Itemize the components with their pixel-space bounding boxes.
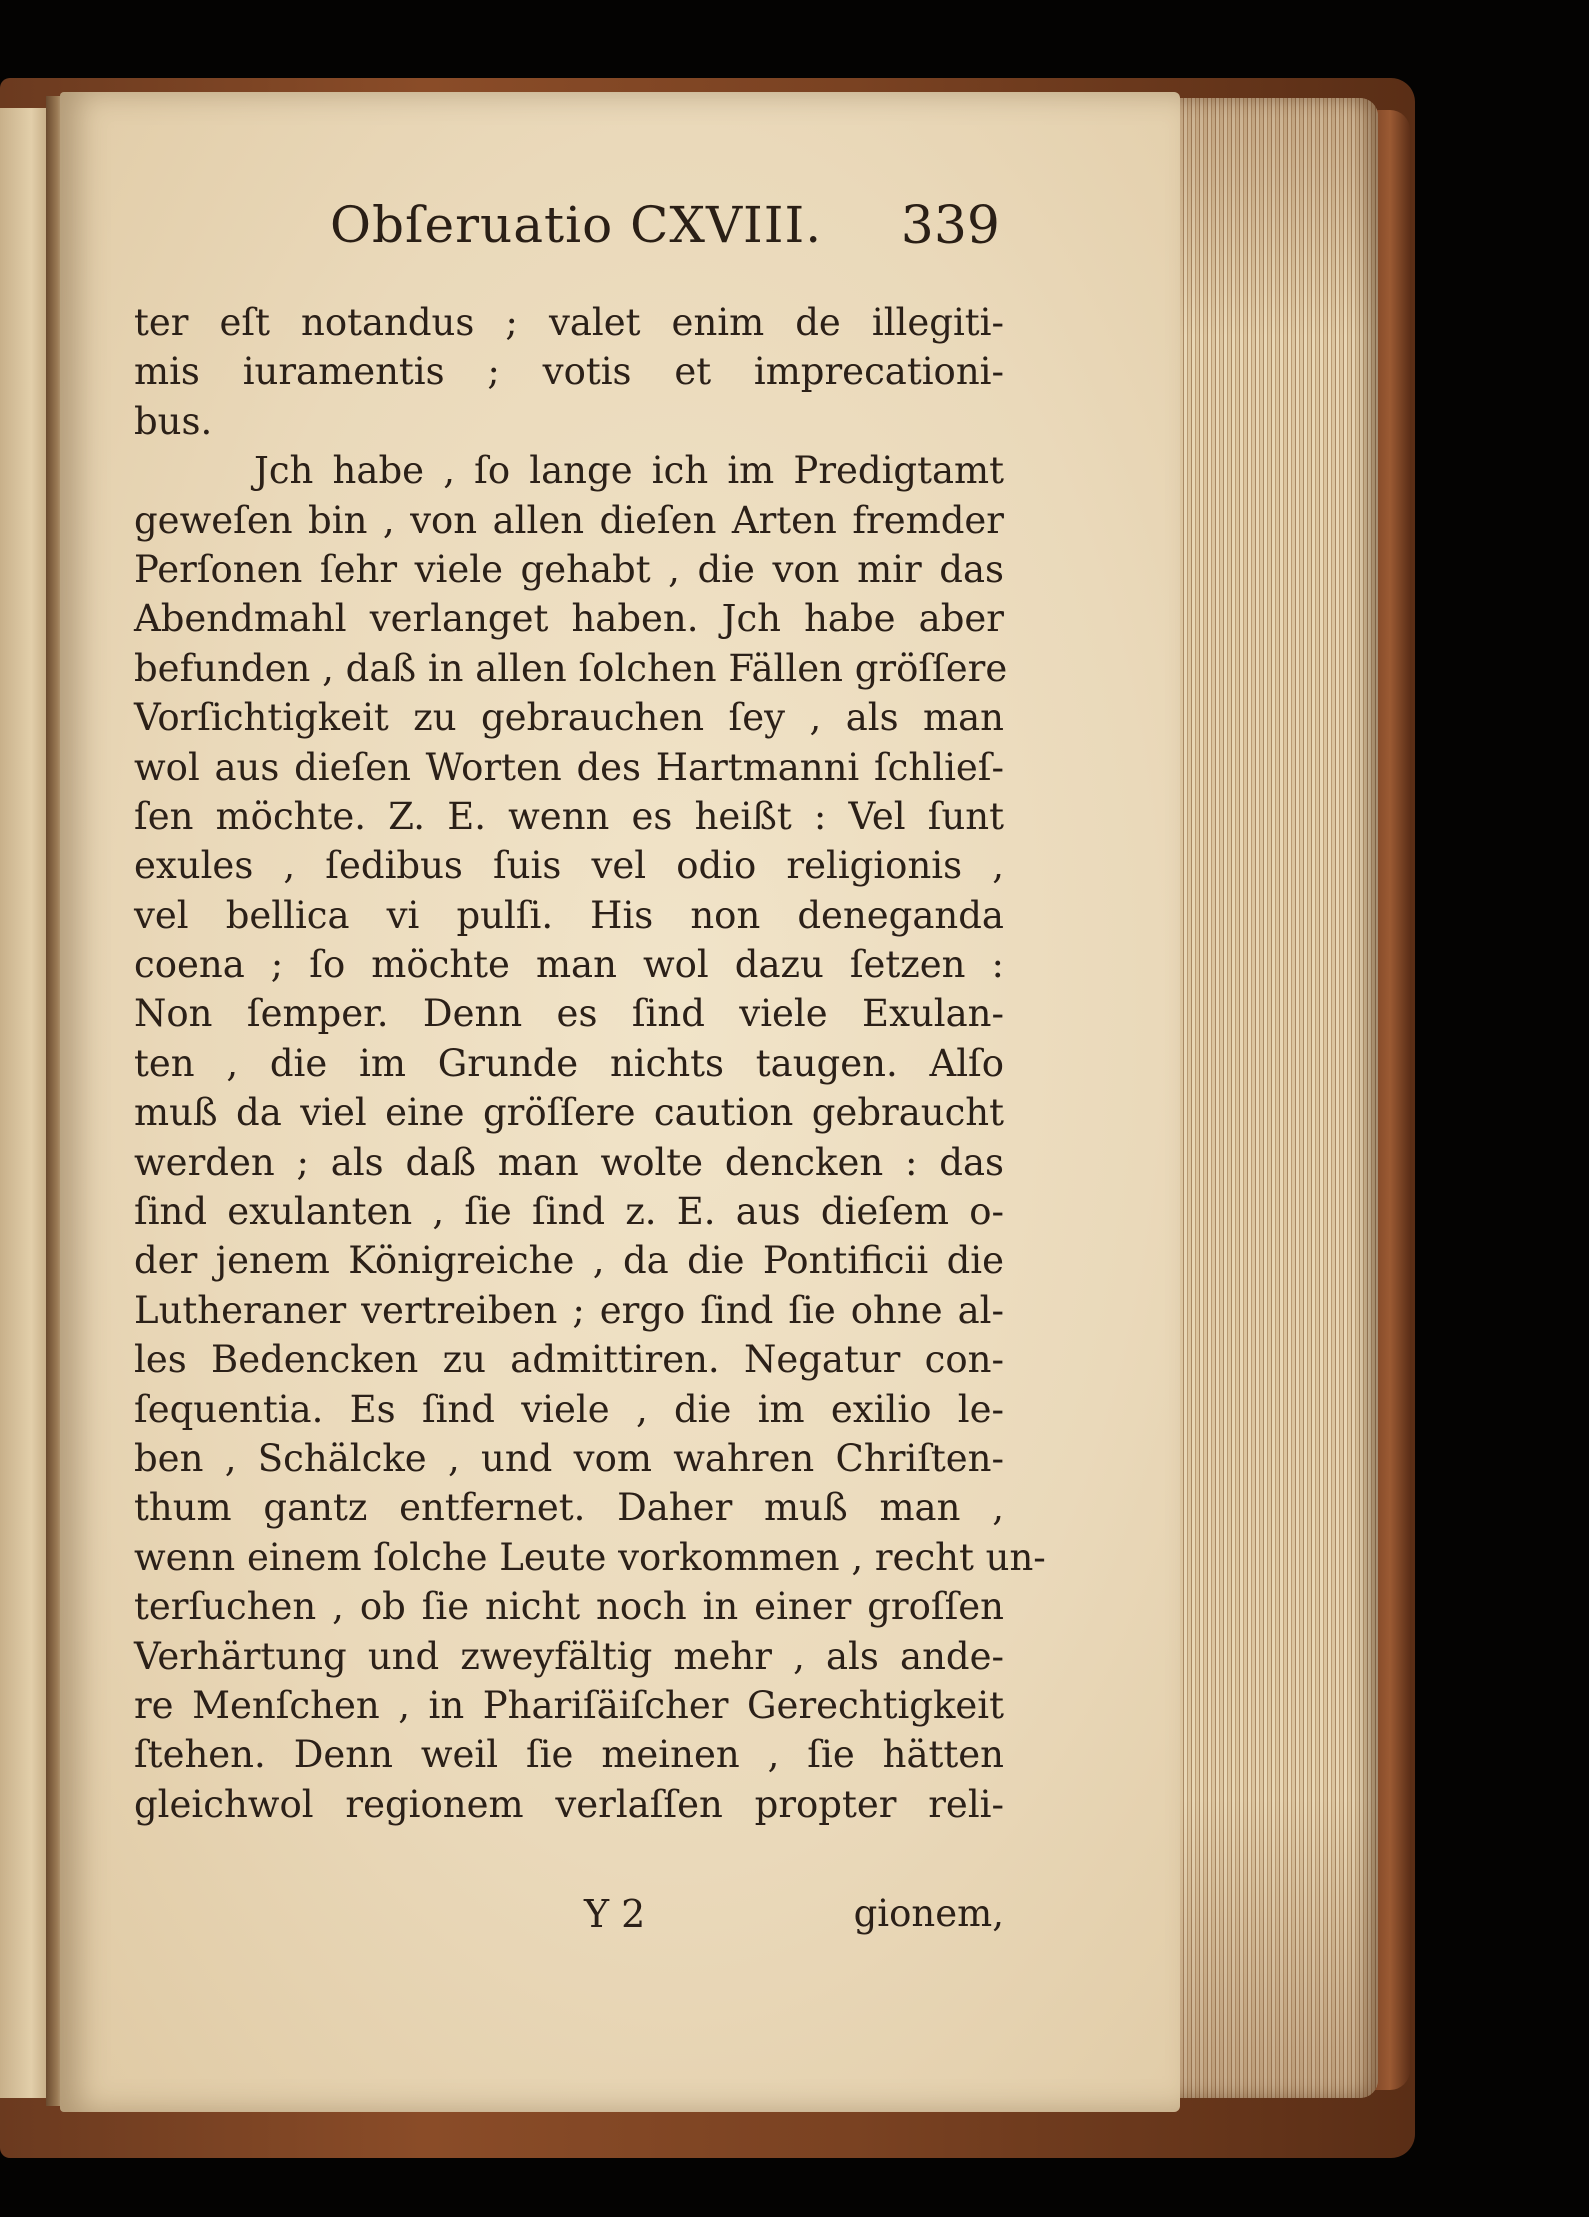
text-line: mis iuramentis ; votis et imprecationi- <box>134 350 1004 394</box>
catchword: gionem, <box>853 1892 1004 1935</box>
text-line: gleichwol regionem verlaſſen propter reli- <box>134 1782 1004 1826</box>
text-line: ſind exulanten , ſie ſind z. E. aus dieſem o- <box>134 1190 1004 1234</box>
page-number: 339 <box>900 196 1000 256</box>
text-line: ſequentia. Es ſind viele , die im exilio le- <box>134 1387 1004 1431</box>
page-body-text <box>134 298 1046 1829</box>
text-line: ſen möchte. Z. E. wenn es heißt : Vel ſunt <box>134 794 1004 838</box>
signature-mark: Y 2 <box>584 1892 646 1936</box>
text-line: re Menſchen , in Phariſäiſcher Gerechtigkeit <box>134 1683 1004 1727</box>
text-line: befunden , daß in allen ſolchen Fällen gröſſere <box>134 646 1008 690</box>
text-line: Lutheraner vertreiben ; ergo ſind ſie ohne al- <box>134 1288 1004 1332</box>
text-line: les Bedencken zu admittiren. Negatur con- <box>134 1338 1004 1382</box>
text-line: geweſen bin , von allen dieſen Arten fremder <box>134 498 1004 542</box>
text-line: Jch habe , ſo lange ich im Predigtamt <box>254 449 1004 493</box>
text-line: bus. <box>134 399 213 443</box>
text-line: terſuchen , ob ſie nicht noch in einer groſſen <box>134 1585 1004 1629</box>
text-line: coena ; ſo möchte man wol dazu ſetzen : <box>134 943 1004 987</box>
text-line: ten , die im Grunde nichts taugen. Alſo <box>134 1041 1004 1085</box>
text-line: der jenem Königreiche , da die Pontificii die <box>134 1239 1004 1283</box>
text-line: vel bellica vi pulſi. His non deneganda <box>134 893 1004 937</box>
text-line: ter eſt notandus ; valet enim de illegiti- <box>134 301 1004 344</box>
text-line: Vorſichtigkeit zu gebrauchen ſey , als man <box>134 696 1004 740</box>
running-title: Obſeruatio CXVIII. <box>330 196 823 254</box>
text-line: Perſonen ſehr viele gehabt , die von mir das <box>134 547 1004 591</box>
verso-page-edge <box>0 108 52 2098</box>
text-line: exules , ſedibus ſuis vel odio religionis , <box>134 844 1004 888</box>
text-line: ſtehen. Denn weil ſie meinen , ſie hätten <box>134 1733 1004 1777</box>
page-stack-shading <box>1168 98 1378 2098</box>
text-line: Verhärtung und zweyfältig mehr , als ande- <box>134 1634 1004 1678</box>
text-line: Non ſemper. Denn es ſind viele Exulan- <box>134 992 1004 1036</box>
text-line: werden ; als daß man wolte dencken : das <box>134 1140 1004 1184</box>
text-line: wol aus dieſen Worten des Hartmanni ſchlieſ- <box>134 745 1004 789</box>
text-line: Abendmahl verlanget haben. Jch habe aber <box>134 597 1004 641</box>
text-line: ben , Schälcke , und vom wahren Chriſten- <box>134 1436 1004 1480</box>
text-line: muß da viel eine gröſſere caution gebraucht <box>134 1091 1004 1135</box>
text-line: wenn einem ſolche Leute vorkommen , recht un- <box>134 1535 1046 1579</box>
running-head <box>140 196 1020 270</box>
text-line: thum gantz entfernet. Daher muß man , <box>134 1486 1004 1530</box>
page-footer <box>134 1892 1004 1952</box>
